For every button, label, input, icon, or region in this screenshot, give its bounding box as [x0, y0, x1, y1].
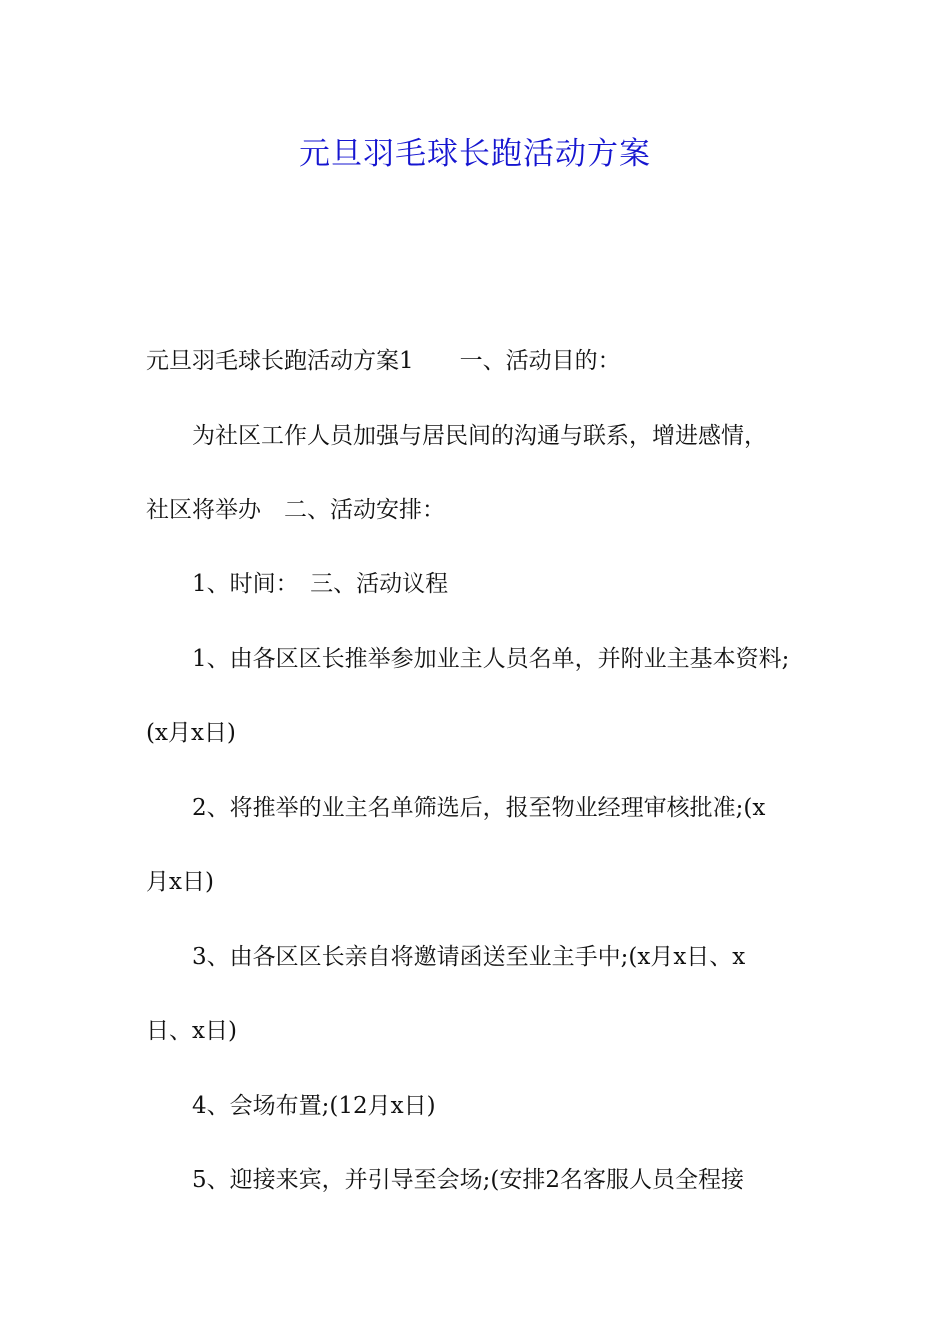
text-line-12: 5、迎接来宾，并引导至会场;(安排2名客服人员全程接: [192, 1167, 744, 1193]
text-line-10: 日、x日): [146, 1018, 237, 1044]
text-line-3: 社区将举办 二、活动安排：: [146, 497, 445, 523]
text-line-11: 4、会场布置;(12月x日): [192, 1093, 436, 1119]
text-line-2: 为社区工作人员加强与居民间的沟通与联系，增进感情，: [192, 423, 767, 449]
text-line-9: 3、由各区区长亲自将邀请函送至业主手中;(x月x日、x: [192, 944, 746, 970]
text-line-7: 2、将推举的业主名单筛选后，报至物业经理审核批准;(x: [192, 795, 766, 821]
text-line-4: 1、时间： 三、活动议程: [192, 571, 449, 597]
text-line-8: 月x日): [146, 869, 214, 895]
text-line-5: 1、由各区区长推举参加业主人员名单，并附业主基本资料;: [192, 646, 790, 672]
text-line-6: (x月x日): [146, 720, 236, 746]
text-line-1: 元旦羽毛球长跑活动方案1 一、活动目的：: [146, 348, 621, 374]
document-title: 元旦羽毛球长跑活动方案: [299, 136, 651, 172]
